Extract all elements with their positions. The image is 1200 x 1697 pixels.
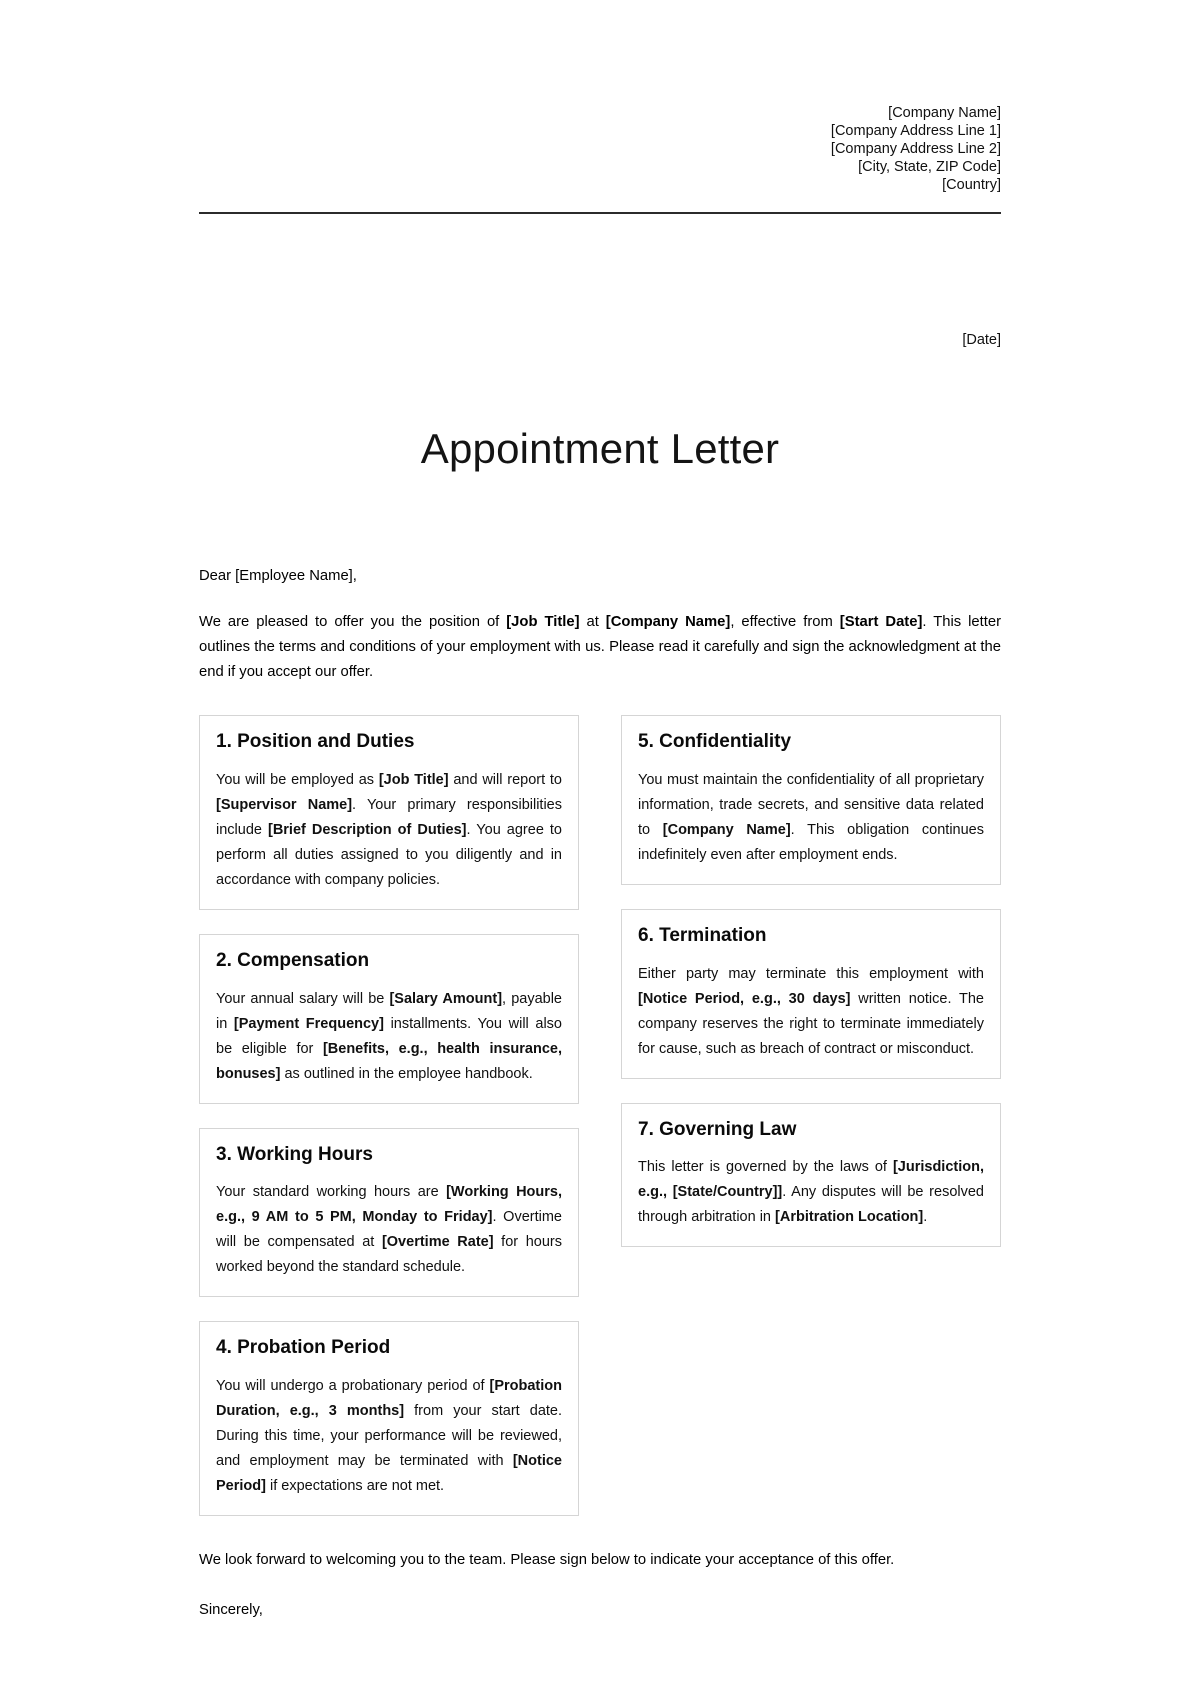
date-field: [Date]	[962, 332, 1001, 348]
section-heading: 2. Compensation	[216, 949, 370, 971]
sections-column-left	[199, 715, 579, 1540]
section-body: You must maintain the confidentiality of all proprietary information, trade secrets, and sensitive data related to [Company Name]. This obligation continues indefinitely even after employment ends.	[638, 771, 984, 863]
section-body: You will undergo a probationary period of [Probation Duration, e.g., 3 months] from your start date. During this time, your performance will be reviewed, and employment may be terminated with [Notice Period] if expectations are not met.	[216, 1378, 562, 1495]
letterhead-line-country: [Country]	[942, 177, 1001, 193]
page-title: Appointment Letter	[420, 425, 780, 472]
closing-paragraph: We look forward to welcoming you to the team. Please sign below to indicate your acceptance of this offer.	[199, 1552, 895, 1569]
section-card-confidentiality	[621, 715, 1001, 885]
sections-column-right	[621, 715, 1001, 1271]
section-heading: 3. Working Hours	[216, 1143, 373, 1165]
salutation: Dear [Employee Name],	[199, 568, 357, 585]
section-card-governing-law	[621, 1103, 1001, 1248]
section-heading: 1. Position and Duties	[216, 731, 415, 753]
sincerely-line: Sincerely,	[199, 1602, 263, 1619]
intro-paragraph: We are pleased to offer you the position of [Job Title] at [Company Name], effective from [Start Date]. This letter outlines the terms and conditions of your employment with us. Please read it carefully and sign the acknowledgment at the end if you accept our offer.	[199, 614, 1002, 681]
sections-columns	[199, 715, 1001, 1540]
letterhead-line-city-state-zip: [City, State, ZIP Code]	[858, 159, 1001, 175]
section-card-probation-period	[199, 1321, 579, 1516]
section-body: Your standard working hours are [Working Hours, e.g., 9 AM to 5 PM, Monday to Friday]. Overtime will be compensated at [Overtime Rate] for hours worked beyond the standard schedule.	[216, 1184, 563, 1276]
section-heading: 7. Governing Law	[638, 1118, 797, 1140]
letterhead-line-company-name: [Company Name]	[888, 105, 1001, 121]
header-divider	[199, 212, 1001, 214]
section-heading: 4. Probation Period	[216, 1337, 391, 1359]
section-card-compensation	[199, 934, 579, 1104]
section-heading: 6. Termination	[638, 924, 767, 946]
letterhead-line-address-2: [Company Address Line 2]	[830, 141, 1001, 157]
section-card-termination	[621, 909, 1001, 1079]
section-heading: 5. Confidentiality	[638, 731, 792, 753]
section-card-position-and-duties	[199, 715, 579, 910]
section-body: You will be employed as [Job Title] and will report to [Supervisor Name]. Your primary responsibilities include [Brief Description of Duties]. You agree to perform all duties assigned to you diligently and in accordance with company policies.	[216, 771, 563, 888]
letterhead-block	[199, 0, 1001, 194]
section-card-working-hours	[199, 1128, 579, 1298]
letterhead-line-address-1: [Company Address Line 1]	[830, 123, 1001, 139]
section-body: This letter is governed by the laws of [Jurisdiction, e.g., [State/Country]]. Any disputes will be resolved through arbitration in [Arbitration Location].	[638, 1159, 984, 1226]
section-body: Your annual salary will be [Salary Amount], payable in [Payment Frequency] installments. You will also be eligible for [Benefits, e.g., health insurance, bonuses] as outlined in the employee handbook.	[216, 990, 563, 1082]
section-body: Either party may terminate this employment with [Notice Period, e.g., 30 days] written notice. The company reserves the right to terminate immediately for cause, such as breach of contract or misconduct.	[638, 965, 984, 1057]
